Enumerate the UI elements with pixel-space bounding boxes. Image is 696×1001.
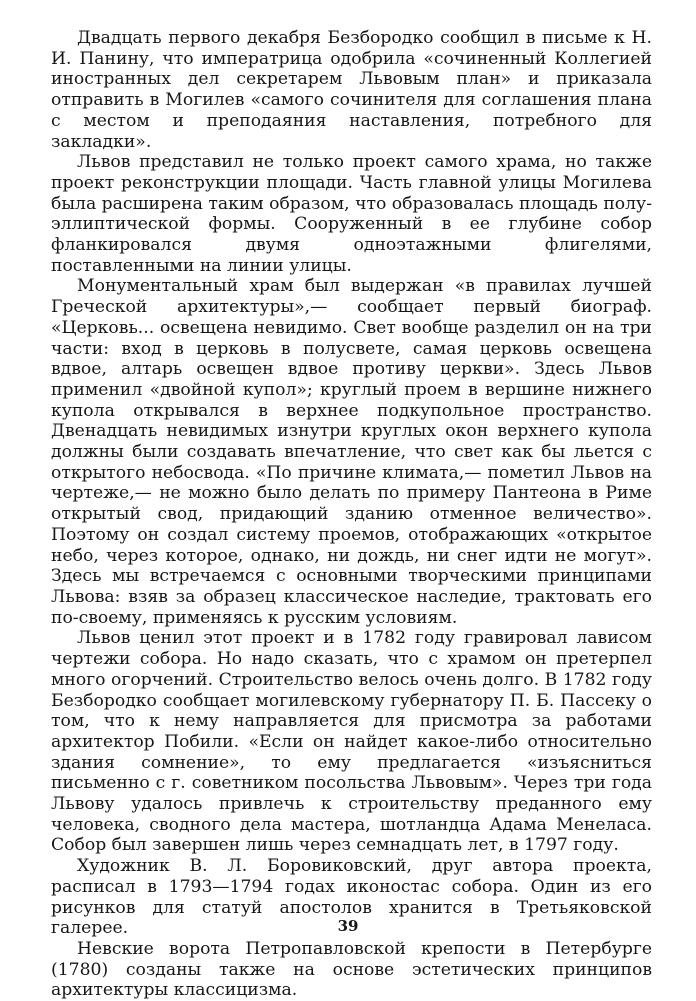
paragraph: Невские ворота Петропавловской крепости в Петербурге (1780) созданы также на основе эстетических принципов архитектуры классицизма.	[51, 938, 652, 1001]
paragraph: Львов представил не только проект самого храма, но также проект реконструкции площади. Часть главной улицы Могилева была расширена таким образом, что образовалась площадь полуэллиптической формы. Сооруженный в ее глубине собор фланкировался двумя одноэтажными флигелями, поставленными на линии улицы.	[51, 152, 652, 276]
paragraph: Двадцать первого декабря Безбородко сообщил в письме к Н. И. Панину, что императрица одобрила «сочиненный Коллегией иностранных дел секретарем Львовым план» и приказала отправить в Могилев «самого сочинителя для соглашения плана с местом и преподаяния наставления, потребного для закладки».	[51, 28, 652, 152]
paragraph: Художник В. Л. Боровиковский, друг автора проекта, расписал в 1793—1794 годах иконостас собора. Один из его рисунков для статуй апостолов хранится в Третьяковской галерее.	[51, 856, 652, 939]
paragraph: Монументальный храм был выдержан «в правилах лучшей Греческой архитектуры»,— сообщает первый биограф. «Церковь... освещена невидимо. Свет вообще разделил он на три части: вход в церковь в полусвете, самая церковь освещена вдвое, алтарь освещен вдвое противу церкви». Здесь Львов применил «двойной купол»; круглый проем в вершине нижнего купола открывался в верхнее подкупольное пространство. Двенадцать невидимых изнутри круглых окон верхнего купола должны были создавать впечатление, что свет как бы льется с открытого небосвода. «По причине климата,— пометил Львов на чертеже,— не можно было делать по примеру Пантеона в Риме открытый свод, придающий зданию отменное величество». Поэтому он создал систему проемов, отображающих «открытое небо, через которое, однако, ни дождь, ни снег идти не могут». Здесь мы встречаемся с основными творческими принципами Львова: взяв за образец классическое наследие, трактовать его по-своему, применяясь к русским условиям.	[51, 276, 652, 628]
paragraph: Львов ценил этот проект и в 1782 году гравировал лависом чертежи собора. Но надо сказать, что с храмом он претерпел много огорчений. Строительство велось очень долго. В 1782 году Безбородко сообщает могилевскому губернатору П. Б. Пассеку о том, что к нему направляется для присмотра за работами архитектор Побили. «Если он найдет какое-либо относительно здания сомнение», то ему предлагается «изъясниться письменно с г. советником посольства Львовым». Через три года Львову удалось привлечь к строительству преданного ему человека, сводного дела мастера, шотландца Адама Менеласа. Собор был завершен лишь через семнадцать лет, в 1797 году.	[51, 628, 652, 856]
body-text	[51, 28, 652, 1001]
page-number: 39	[337, 917, 359, 935]
